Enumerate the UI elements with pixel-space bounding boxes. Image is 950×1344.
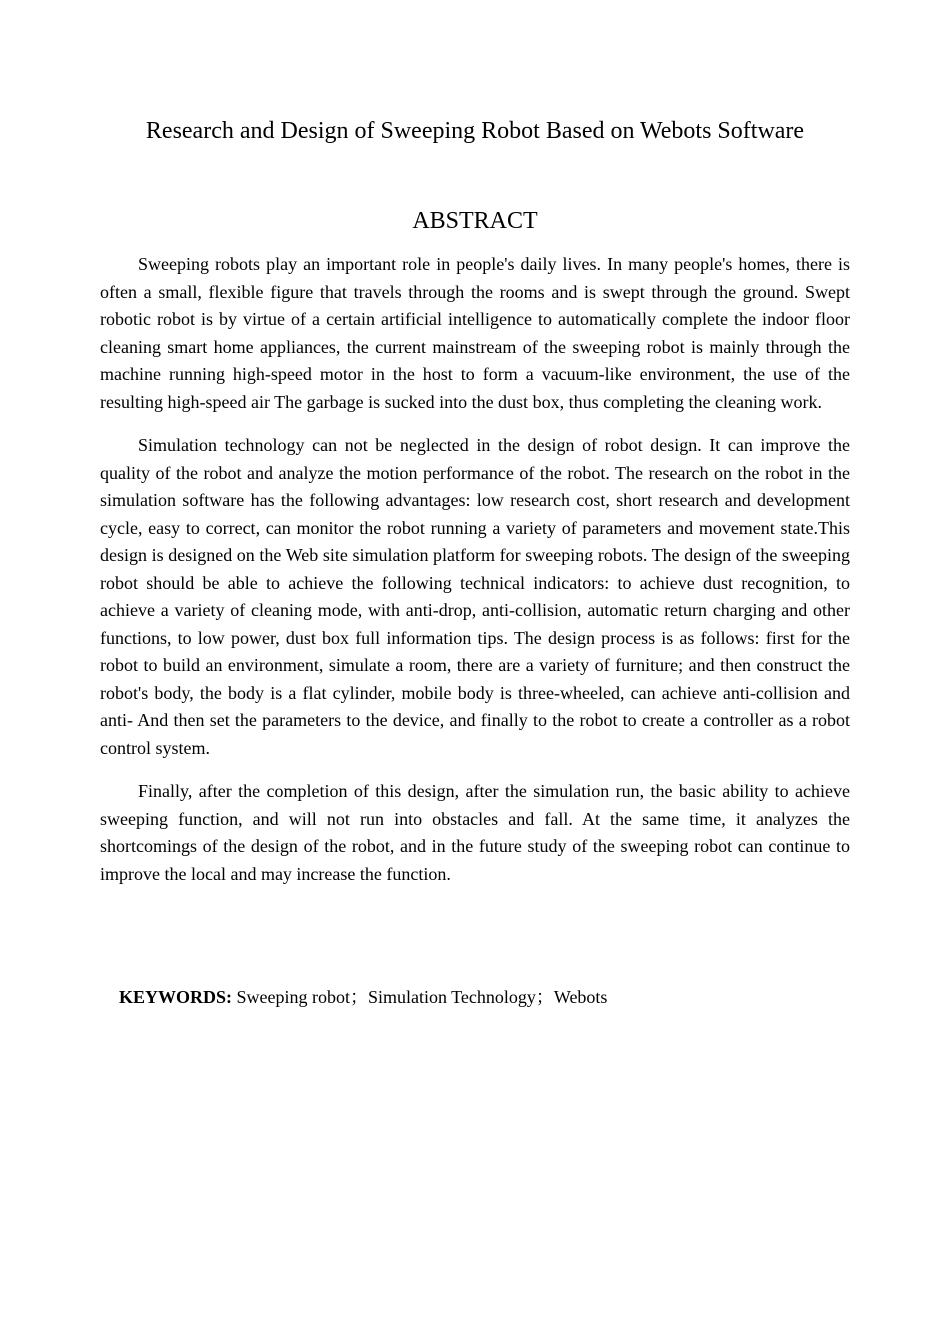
keywords-line	[119, 983, 607, 1011]
abstract-paragraph-1: Sweeping robots play an important role in people's daily lives. In many people's homes, there is often a small, flexible figure that travels through the rooms and is swept through the ground. Swept robotic robot is by virtue of a certain artificial intelligence to automatically complete the indoor floor cleaning smart home appliances, the current mainstream of the sweeping robot is mainly through the machine running high-speed motor in the host to form a vacuum-like environment, the use of the resulting high-speed air The garbage is sucked into the dust box, thus completing the cleaning work.	[100, 254, 850, 412]
keywords-text: Sweeping robot；Simulation Technology；Webots	[232, 987, 608, 1007]
abstract-heading: ABSTRACT	[412, 208, 538, 234]
abstract-paragraph-3: Finally, after the completion of this design, after the simulation run, the basic ability to achieve sweeping function, and will not run into obstacles and fall. At the same time, it analyzes the shortcomings of the design of the robot, and in the future study of the sweeping robot can continue to improve the local and may increase the function.	[100, 781, 850, 884]
abstract-body	[100, 251, 850, 904]
abstract-paragraph-2: Simulation technology can not be neglected in the design of robot design. It can improve the quality of the robot and analyze the motion performance of the robot. The research on the robot in the simulation software has the following advantages: low research cost, short research and development cycle, easy to correct, can monitor the robot running a variety of parameters and movement state.This design is designed on the Web site simulation platform for sweeping robots. The design of the sweeping robot should be able to achieve the following technical indicators: to achieve dust recognition, to achieve a variety of cleaning mode, with anti-drop, anti-collision, automatic return charging and other functions, to low power, dust box full information tips. The design process is as follows: first for the robot to build an environment, simulate a room, there are a variety of furniture; and then construct the robot's body, the body is a flat cylinder, mobile body is three-wheeled, can achieve anti-collision and anti- And then set the parameters to the device, and finally to the robot to create a controller as a robot control system.	[100, 435, 850, 758]
paper-title: Research and Design of Sweeping Robot Based on Webots Software	[145, 118, 805, 144]
keywords-label: KEYWORDS:	[119, 987, 233, 1007]
